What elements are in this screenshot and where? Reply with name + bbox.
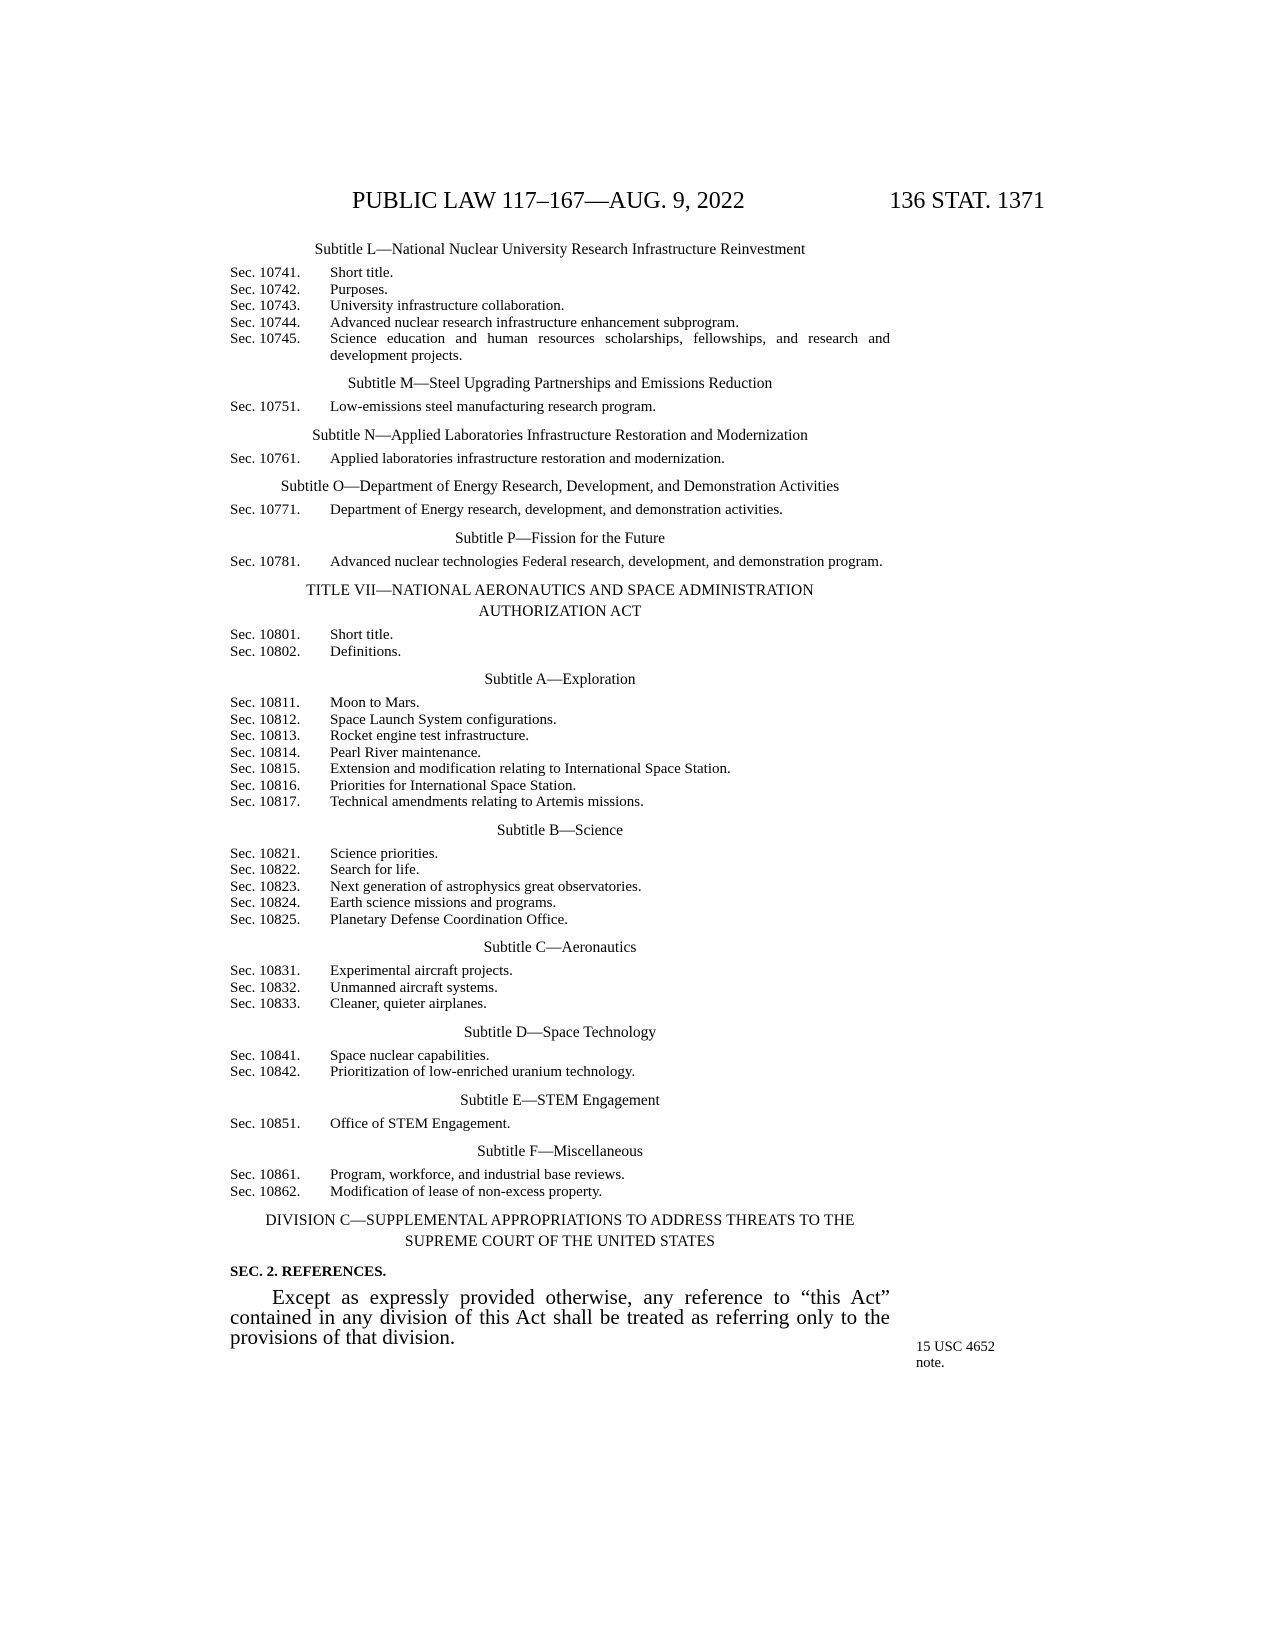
section-number: Sec. 10814. xyxy=(230,744,301,761)
subtitle-c-block xyxy=(230,938,890,1013)
section-entry xyxy=(230,980,890,997)
section-title: Extension and modification relating to International Space Station. xyxy=(330,761,731,777)
section-title: Experimental aircraft projects. xyxy=(330,963,513,979)
section-entry xyxy=(230,315,890,332)
section-entry xyxy=(230,502,890,519)
section-number: Sec. 10743. xyxy=(230,298,301,314)
section-number: Sec. 10815. xyxy=(230,761,301,777)
section-number: Sec. 10832. xyxy=(230,979,301,996)
section-title: Space Launch System configurations. xyxy=(330,711,557,728)
subtitle-heading: Subtitle E—STEM Engagement xyxy=(460,1091,660,1109)
page-header xyxy=(230,188,1045,228)
section-entry xyxy=(230,862,890,879)
section-title: Search for life. xyxy=(330,862,420,878)
section-title: Purposes. xyxy=(330,281,388,298)
section-title: Advanced nuclear research infrastructure enhancement subprogram. xyxy=(330,314,739,331)
subtitle-heading: Subtitle B—Science xyxy=(496,821,624,839)
section-number: Sec. 10781. xyxy=(230,553,301,570)
section-title: Short title. xyxy=(330,265,394,281)
section-entry xyxy=(230,963,890,980)
section-entry xyxy=(230,996,890,1013)
section-number: Sec. 10761. xyxy=(230,450,301,467)
section-number: Sec. 10742. xyxy=(230,281,301,298)
subtitle-heading: Subtitle P—Fission for the Future xyxy=(454,529,666,547)
section-2-text: Except as expressly provided otherwise, any reference to “this Act” contained in any division of this Act shall be treated as referring only to the provisions of that division. xyxy=(230,1285,890,1349)
subtitle-f-block xyxy=(230,1142,890,1200)
section-entry xyxy=(230,712,890,729)
section-title: Earth science missions and programs. xyxy=(330,895,557,911)
section-number: Sec. 10813. xyxy=(230,728,301,744)
section-number: Sec. 10831. xyxy=(230,963,301,979)
section-title: Priorities for International Space Station. xyxy=(330,777,577,794)
margin-citation-note xyxy=(916,1339,995,1371)
section-entry xyxy=(230,778,890,795)
section-title: Cleaner, quieter airplanes. xyxy=(330,996,487,1012)
section-title: Moon to Mars. xyxy=(330,695,420,711)
subtitle-heading: Subtitle F—Miscellaneous xyxy=(477,1143,643,1160)
section-title: Program, workforce, and industrial base reviews. xyxy=(330,1167,625,1183)
section-title: Next generation of astrophysics great observatories. xyxy=(330,878,642,895)
subtitle-heading: Subtitle L—National Nuclear University Research Infrastructure Reinvestment xyxy=(314,241,806,258)
section-number: Sec. 10821. xyxy=(230,845,301,862)
section-title: Space nuclear capabilities. xyxy=(330,1047,490,1064)
section-entry xyxy=(230,627,890,644)
section-number: Sec. 10816. xyxy=(230,777,301,794)
subtitle-o-block xyxy=(230,477,890,519)
subtitle-heading: Subtitle O—Department of Energy Research, Development, and Demonstration Activities xyxy=(280,478,840,495)
section-entry xyxy=(230,282,890,299)
section-entry xyxy=(230,761,890,778)
section-entry xyxy=(230,895,890,912)
section-title: Short title. xyxy=(330,627,394,643)
section-entry xyxy=(230,554,890,571)
title-vii-block xyxy=(230,580,890,660)
section-number: Sec. 10744. xyxy=(230,314,301,331)
subtitle-b-block xyxy=(230,821,890,929)
subtitle-e-block xyxy=(230,1091,890,1133)
section-entry xyxy=(230,794,890,811)
subtitle-heading: Subtitle M—Steel Upgrading Partnerships and Emissions Reduction xyxy=(347,375,773,392)
section-title: Applied laboratories infrastructure restoration and modernization. xyxy=(330,450,725,467)
section-entry xyxy=(230,1184,890,1201)
section-number: Sec. 10823. xyxy=(230,878,301,895)
section-entry xyxy=(230,745,890,762)
subtitle-p-block xyxy=(230,529,890,571)
section-number: Sec. 10822. xyxy=(230,862,301,878)
section-title: Prioritization of low-enriched uranium technology. xyxy=(330,1064,636,1080)
section-title: Planetary Defense Coordination Office. xyxy=(330,911,568,928)
subtitle-d-block xyxy=(230,1023,890,1081)
section-title: Unmanned aircraft systems. xyxy=(330,979,498,996)
section-title: Modification of lease of non-excess property. xyxy=(330,1183,603,1200)
division-c-heading: DIVISION C—SUPPLEMENTAL APPROPRIATIONS TO ADDRESS THREATS TO THE SUPREME COURT OF THE UNITED STATES xyxy=(265,1212,855,1250)
section-number: Sec. 10811. xyxy=(230,695,300,711)
header-page-number: 136 STAT. 1371 xyxy=(889,188,1045,214)
subtitle-l-block xyxy=(230,240,890,364)
section-number: Sec. 10842. xyxy=(230,1064,301,1080)
section-number: Sec. 10817. xyxy=(230,794,301,810)
subtitle-heading: Subtitle C—Aeronautics xyxy=(483,939,637,956)
section-entry xyxy=(230,846,890,863)
section-title: Office of STEM Engagement. xyxy=(330,1115,511,1132)
section-entry xyxy=(230,695,890,712)
section-entry xyxy=(230,644,890,661)
section-title: Pearl River maintenance. xyxy=(330,744,482,761)
section-number: Sec. 10741. xyxy=(230,265,301,281)
section-title: Rocket engine test infrastructure. xyxy=(330,728,530,744)
section-entry xyxy=(230,331,890,364)
section-entry xyxy=(230,1048,890,1065)
section-entry xyxy=(230,265,890,282)
section-title: Definitions. xyxy=(330,643,402,660)
section-entry xyxy=(230,1064,890,1081)
section-title: Science education and human resources scholarships, fellowships, and research and development projects. xyxy=(330,331,890,364)
section-title: Advanced nuclear technologies Federal research, development, and demonstration program. xyxy=(330,553,883,570)
section-entry xyxy=(230,1167,890,1184)
section-entry xyxy=(230,1116,890,1133)
margin-note-line: 15 USC 4652 xyxy=(916,1339,995,1355)
subtitle-heading: Subtitle N—Applied Laboratories Infrastructure Restoration and Modernization xyxy=(312,426,808,444)
section-title: Science priorities. xyxy=(330,845,439,862)
section-number: Sec. 10824. xyxy=(230,895,301,911)
section-entry xyxy=(230,298,890,315)
section-title: Technical amendments relating to Artemis missions. xyxy=(330,794,644,810)
section-entry xyxy=(230,879,890,896)
section-entry xyxy=(230,912,890,929)
section-number: Sec. 10801. xyxy=(230,627,301,643)
section-title: Low-emissions steel manufacturing research program. xyxy=(330,399,657,415)
section-number: Sec. 10771. xyxy=(230,502,301,518)
section-number: Sec. 10851. xyxy=(230,1115,301,1132)
subtitle-heading: Subtitle A—Exploration xyxy=(484,671,636,688)
section-number: Sec. 10751. xyxy=(230,399,301,415)
section-number: Sec. 10825. xyxy=(230,911,301,928)
section-entry xyxy=(230,728,890,745)
section-number: Sec. 10862. xyxy=(230,1183,301,1200)
section-number: Sec. 10841. xyxy=(230,1047,301,1064)
section-number: Sec. 10745. xyxy=(230,331,301,347)
section-number: Sec. 10833. xyxy=(230,996,301,1012)
subtitle-n-block xyxy=(230,426,890,468)
subtitle-a-block xyxy=(230,670,890,811)
title-heading: TITLE VII—NATIONAL AERONAUTICS AND SPACE ADMINISTRATION AUTHORIZATION ACT xyxy=(306,582,814,620)
section-number: Sec. 10812. xyxy=(230,711,301,728)
subtitle-m-block xyxy=(230,374,890,416)
subtitle-heading: Subtitle D—Space Technology xyxy=(463,1023,657,1041)
document-body xyxy=(230,240,890,1347)
section-entry xyxy=(230,451,890,468)
section-number: Sec. 10861. xyxy=(230,1167,301,1183)
section-2-heading: SEC. 2. REFERENCES. xyxy=(230,1264,387,1280)
section-title: Department of Energy research, development, and demonstration activities. xyxy=(330,502,783,518)
margin-note-line: note. xyxy=(916,1355,945,1371)
header-title: PUBLIC LAW 117–167—AUG. 9, 2022 xyxy=(352,188,745,214)
section-entry xyxy=(230,399,890,416)
section-number: Sec. 10802. xyxy=(230,643,301,660)
section-title: University infrastructure collaboration. xyxy=(330,298,565,314)
